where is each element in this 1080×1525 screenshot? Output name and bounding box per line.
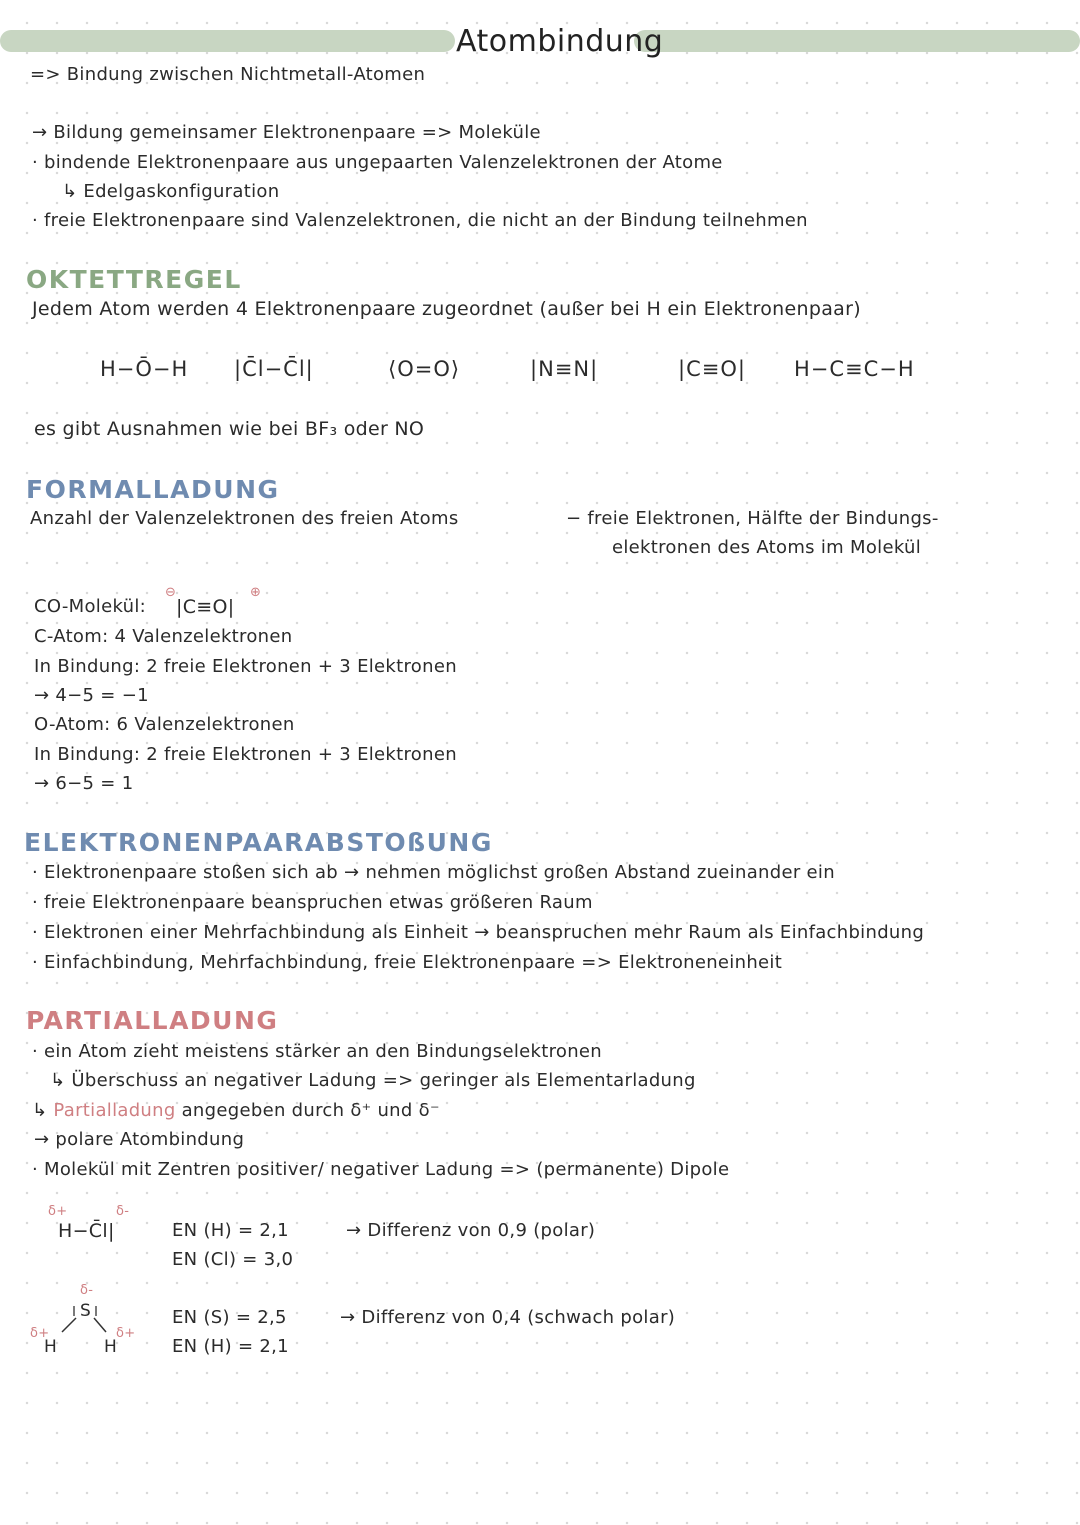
en-s-value: EN (S) = 2,5 [172, 1307, 287, 1328]
formal-calc-line: → 4−5 = −1 [34, 685, 149, 706]
molecule-water: H−Ō−H [100, 357, 189, 381]
co-minus-charge: ⊖ [165, 585, 177, 600]
en-h-value: EN (H) = 2,1 [172, 1220, 289, 1241]
formal-calc-line: C-Atom: 4 Valenzelektronen [34, 626, 293, 647]
oktett-text: Jedem Atom werden 4 Elektronenpaare zugeordnet (außer bei H ein Elektronenpaar) [32, 298, 861, 320]
h2s-s-delta-minus: δ- [80, 1283, 94, 1298]
formal-calc-line: → 6−5 = 1 [34, 773, 134, 794]
bullet-line: → Bildung gemeinsamer Elektronenpaare => Moleküle [32, 122, 541, 143]
h2s-sulfur: S [80, 1301, 91, 1321]
abstossung-heading: ELEKTRONENPAARABSTOßUNG [24, 828, 493, 857]
bullet-line: ↳ Edelgaskonfiguration [62, 181, 280, 202]
partial-line: ↳ Überschuss an negativer Ladung => geringer als Elementarladung [50, 1070, 696, 1091]
co-plus-charge: ⊕ [250, 585, 262, 600]
formal-heading: FORMALLADUNG [26, 475, 280, 504]
hcl-delta-plus: δ+ [48, 1204, 68, 1219]
bullet-line: · freie Elektronenpaare sind Valenzelektronen, die nicht an der Bindung teilnehmen [32, 210, 808, 231]
partial-line-3 [32, 1100, 440, 1121]
h2s-bond-left [62, 1318, 76, 1332]
abstossung-bullet: · Elektronen einer Mehrfachbindung als Einheit → beanspruchen mehr Raum als Einfachbindung [32, 922, 925, 943]
hcl-difference: → Differenz von 0,9 (polar) [346, 1220, 596, 1241]
molecule-ethyne: H−C≡C−H [794, 357, 915, 381]
formal-right-text-2: elektronen des Atoms im Molekül [612, 537, 922, 558]
title-bar-left [0, 30, 455, 52]
oktett-heading: OKTETTREGEL [26, 265, 242, 294]
formal-left-text: Anzahl der Valenzelektronen des freien Atoms [30, 508, 459, 529]
partial-line-3-rest: angegeben durch δ⁺ und δ⁻ [175, 1100, 440, 1121]
co-label: CO-Molekül: [34, 596, 146, 617]
formal-calc-line: In Bindung: 2 freie Elektronen + 3 Elektronen [34, 744, 457, 765]
formal-right-text-1: − freie Elektronen, Hälfte der Bindungs- [566, 508, 939, 529]
partial-line: · ein Atom zieht meistens stärker an den Bindungselektronen [32, 1041, 602, 1062]
abstossung-bullet: · freie Elektronenpaare beanspruchen etwas größeren Raum [32, 892, 593, 913]
abstossung-bullet: · Einfachbindung, Mehrfachbindung, freie Elektronenpaare => Elektroneneinheit [32, 952, 783, 973]
en-h2-value: EN (H) = 2,1 [172, 1336, 289, 1357]
h2s-difference: → Differenz von 0,4 (schwach polar) [340, 1307, 676, 1328]
abstossung-bullet: · Elektronenpaare stoßen sich ab → nehmen möglichst großen Abstand zueinander ein [32, 862, 835, 883]
h2s-h1-delta-plus: δ+ [30, 1326, 50, 1341]
molecule-carbon-monoxide: |C≡O| [678, 357, 746, 381]
molecule-nitrogen: |N≡N| [530, 357, 599, 381]
en-cl-value: EN (Cl) = 3,0 [172, 1249, 294, 1270]
intro-definition: => Bindung zwischen Nichtmetall-Atomen [30, 64, 426, 85]
molecule-chlorine: |C̄l−C̄l| [234, 357, 314, 381]
partial-arrow: ↳ [32, 1100, 54, 1121]
h2s-h2-delta-plus: δ+ [116, 1326, 136, 1341]
page-title: Atombindung [456, 24, 664, 59]
oktett-exceptions: es gibt Ausnahmen wie bei BF₃ oder NO [34, 418, 425, 440]
h2s-bond-right [94, 1318, 106, 1332]
bullet-line: · bindende Elektronenpaare aus ungepaarten Valenzelektronen der Atome [32, 152, 723, 173]
h2s-hydrogen-left: H [44, 1337, 57, 1357]
formal-calc-line: In Bindung: 2 freie Elektronen + 3 Elektronen [34, 656, 457, 677]
partialladung-term: Partialladung [53, 1100, 176, 1121]
title-bar-right [634, 30, 1080, 52]
partial-heading: PARTIALLADUNG [26, 1006, 279, 1035]
partial-line: → polare Atombindung [34, 1129, 245, 1150]
hcl-delta-minus: δ- [116, 1204, 130, 1219]
partial-line: · Molekül mit Zentren positiver/ negativer Ladung => (permanente) Dipole [32, 1159, 730, 1180]
formal-calc-line: O-Atom: 6 Valenzelektronen [34, 714, 295, 735]
molecule-oxygen: ⟨O=O⟩ [388, 357, 461, 381]
h2s-hydrogen-right: H [104, 1337, 117, 1357]
hcl-formula: H−C̄l| [58, 1220, 115, 1242]
co-formula: |C≡O| [176, 596, 235, 618]
